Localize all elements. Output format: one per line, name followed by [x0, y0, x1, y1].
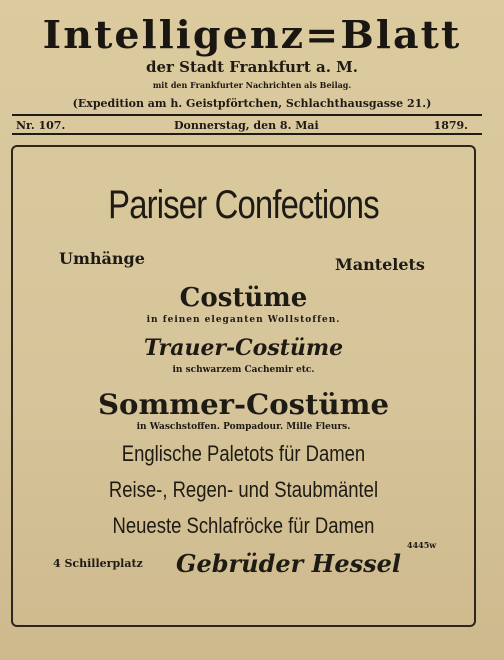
- masthead-note: mit den Frankfurter Nachrichten als Beilag.: [152, 80, 352, 90]
- ad-reference: 4445w: [407, 540, 437, 550]
- ad-costume: Costüme: [179, 283, 308, 313]
- ad-costume-sub: in feinen eleganten Wollstoffen.: [146, 315, 341, 325]
- ad-trauer: Trauer-Costüme: [143, 335, 344, 361]
- advertisement: [11, 145, 476, 627]
- masthead-expedition: (Expedition am h. Geistpförtchen, Schlachthausgasse 21.): [72, 97, 432, 110]
- ad-trauer-sub: in schwarzem Cachemir etc.: [172, 365, 315, 375]
- issue-date: Donnerstag, den 8. Mai: [174, 119, 319, 132]
- ad-headline: Pariser Confections: [108, 183, 379, 227]
- ad-line-reise: Reise-, Regen- und Staubmäntel: [108, 477, 379, 502]
- ad-address: 4 Schillerplatz: [53, 557, 143, 570]
- ad-line-paletots: Englische Paletots für Damen: [121, 441, 366, 466]
- ad-right-word: Mantelets: [335, 255, 425, 274]
- issue-number: Nr. 107.: [16, 119, 66, 132]
- masthead-subtitle: der Stadt Frankfurt a. M.: [146, 58, 358, 76]
- ad-sommer: Sommer-Costüme: [97, 388, 389, 421]
- ad-sommer-sub: in Waschstoffen. Pompadour. Mille Fleurs.: [136, 422, 351, 432]
- bottom-rule: [12, 133, 482, 135]
- ad-left-word: Umhänge: [59, 249, 145, 268]
- top-rule: [12, 114, 482, 116]
- ad-firm: Gebrüder Hessel: [175, 549, 402, 578]
- issue-year: 1879.: [433, 119, 468, 132]
- ad-line-schlafroecke: Neueste Schlafröcke für Damen: [112, 513, 375, 538]
- masthead-title: Intelligenz=Blatt: [42, 12, 462, 57]
